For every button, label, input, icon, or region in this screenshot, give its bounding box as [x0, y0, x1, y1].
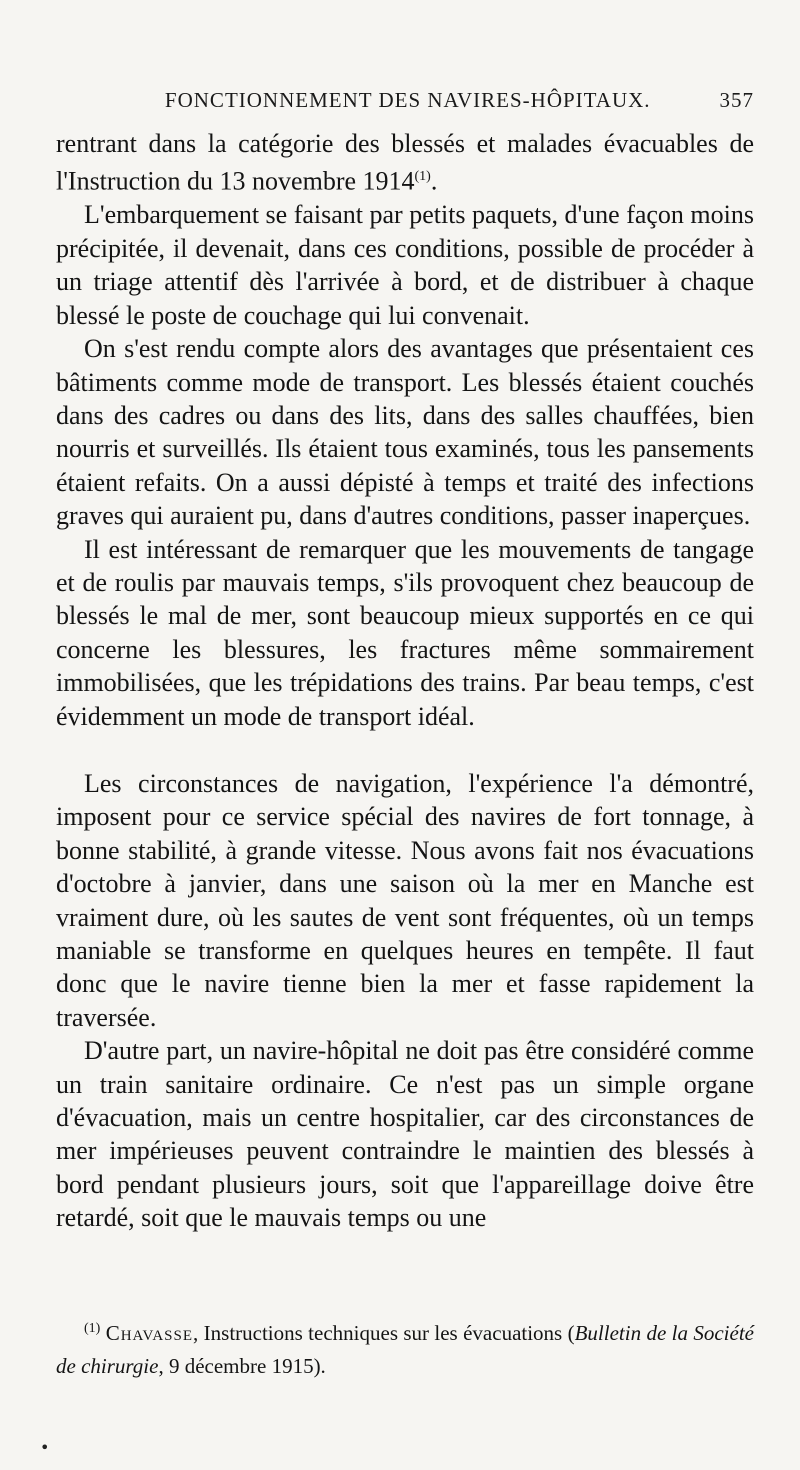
footnote-text: , Instructions techniques sur les évacuations (	[193, 1321, 575, 1345]
footnote-author: Chavasse	[105, 1321, 194, 1345]
paragraph-6: D'autre part, un navire-hôpital ne doit pas être considéré comme un train sanitaire ordinaire. Ce n'est pas un simple organe d'évacuation, mais un centre hospitalier, car des circonstances de mer impérieuses peuvent contraindre le maintien des blessés à bord pendant plusieurs jours, soit que l'appareillage doive être retardé, soit que le mauvais temps ou une	[56, 1036, 754, 1233]
page-number: 357	[719, 88, 754, 112]
body-text	[56, 127, 754, 1235]
paragraph-1-text: rentrant dans la catégorie des blessés et malades évacuables de l'Instruction du 13 novembre 1914	[56, 129, 754, 197]
footnote-marker: (1)	[84, 1321, 101, 1336]
running-title: FONCTIONNEMENT DES NAVIRES-HÔPITAUX.	[164, 88, 651, 112]
paragraph-2: L'embarquement se faisant par petits paquets, d'une façon moins précipitée, il devenait, dans ces conditions, possible de procéder à un triage attentif dès l'arrivée à bord, et de distribuer à chaque blessé le poste de couchage qui lui convenait.	[56, 200, 754, 330]
running-head	[56, 88, 754, 113]
paragraph-1	[56, 127, 754, 198]
footnote	[56, 1312, 754, 1383]
paragraph-3: On s'est rendu compte alors des avantages que présentaient ces bâtiments comme mode de transport. Les blessés étaient couchés dans des cadres ou dans des lits, dans des salles chauffées, bien nourris et surveillés. Ils étaient tous examinés, tous les pansements étaient refaits. On a aussi dépisté à temps et traité des infections graves qui auraient pu, dans d'autres conditions, passer inaperçues.	[56, 334, 754, 531]
paragraph-4: Il est intéressant de remarquer que les mouvements de tangage et de roulis par mauvais temps, s'ils provoquent chez beaucoup de blessés le mal de mer, sont beaucoup mieux supportés en ce qui concerne les blessures, les fractures même sommairement immobilisées, que les trépidations des trains. Par beau temps, c'est évidemment un mode de transport idéal.	[56, 534, 754, 731]
paragraph-5: Les circonstances de navigation, l'expérience l'a démontré, imposent pour ce service spécial des navires de fort tonnage, à bonne stabilité, à grande vitesse. Nous avons fait nos évacuations d'octobre à janvier, dans une saison où la mer en Manche est vraiment dure, où les sautes de vent sont fréquentes, où un temps maniable se transforme en quelques heures en tempête. Il faut donc que le navire tienne bien la mer et fasse rapidement la traversée.	[56, 768, 754, 1032]
ink-blot-mark: •	[40, 1438, 50, 1457]
footnote-date: , 9 décembre 1915).	[158, 1354, 326, 1378]
footnote-journal: Bulletin de la Société de chirurgie	[56, 1321, 754, 1378]
footnote-reference[interactable]: (1)	[414, 169, 431, 185]
paragraph-1-end: .	[430, 167, 438, 197]
